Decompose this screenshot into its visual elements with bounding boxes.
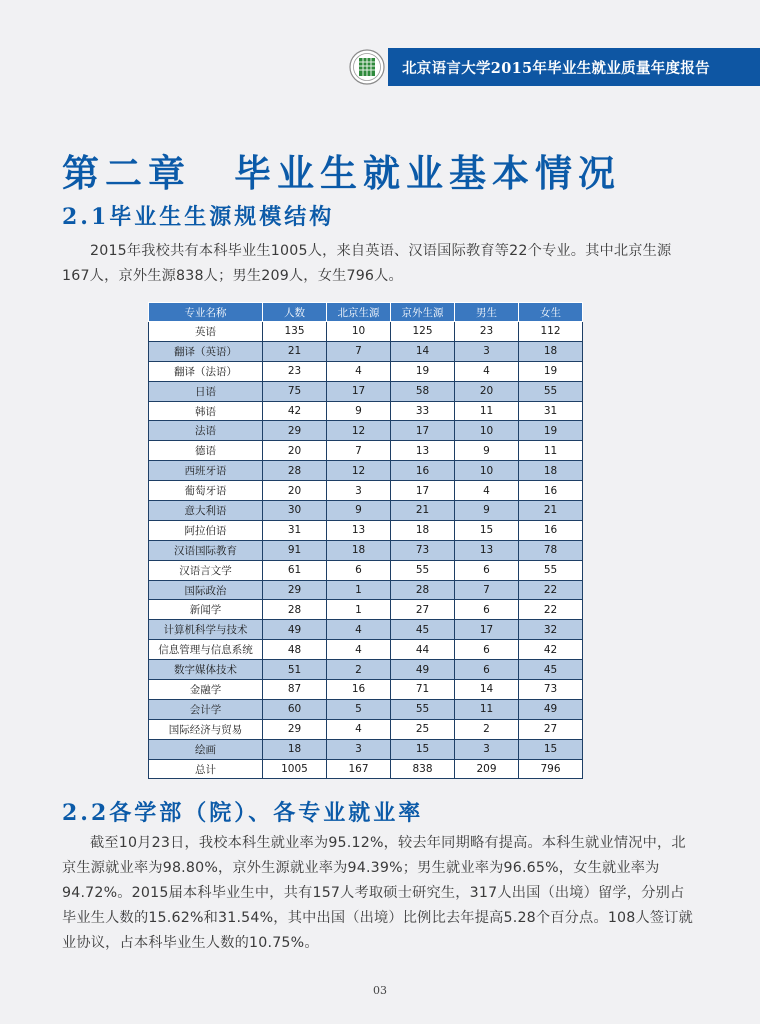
cell-total: 30 (263, 501, 327, 521)
cell-beijing: 16 (327, 680, 391, 700)
cell-non-beijing: 33 (391, 401, 455, 421)
cell-total: 31 (263, 520, 327, 540)
cell-beijing: 4 (327, 361, 391, 381)
cell-female: 31 (519, 401, 583, 421)
cell-total: 135 (263, 322, 327, 342)
table-row (149, 640, 583, 660)
cell-female: 55 (519, 560, 583, 580)
cell-male: 10 (455, 461, 519, 481)
cell-male: 6 (455, 600, 519, 620)
cell-female: 55 (519, 381, 583, 401)
table-header-row (149, 303, 583, 322)
table-row (149, 520, 583, 540)
cell-non-beijing: 21 (391, 501, 455, 521)
cell-total: 75 (263, 381, 327, 401)
cell-male: 11 (455, 401, 519, 421)
cell-total: 20 (263, 441, 327, 461)
cell-major: 信息管理与信息系统 (149, 640, 263, 660)
cell-female: 22 (519, 600, 583, 620)
cell-male: 9 (455, 501, 519, 521)
cell-non-beijing: 27 (391, 600, 455, 620)
cell-female: 22 (519, 580, 583, 600)
table-row (149, 580, 583, 600)
cell-female: 49 (519, 699, 583, 719)
table-row (149, 660, 583, 680)
report-title: 北京语言大学2015年毕业生就业质量年度报告 (402, 59, 710, 77)
cell-major: 汉语国际教育 (149, 540, 263, 560)
cell-major: 金融学 (149, 680, 263, 700)
cell-total: 42 (263, 401, 327, 421)
cell-major: 汉语言文学 (149, 560, 263, 580)
header-beijing: 北京生源 (327, 303, 391, 322)
cell-non-beijing: 125 (391, 322, 455, 342)
cell-female: 18 (519, 461, 583, 481)
cell-non-beijing: 55 (391, 560, 455, 580)
cell-non-beijing: 15 (391, 739, 455, 759)
cell-non-beijing: 17 (391, 481, 455, 501)
table-row (149, 759, 583, 779)
table-row (149, 381, 583, 401)
cell-total: 21 (263, 341, 327, 361)
cell-male: 23 (455, 322, 519, 342)
cell-beijing: 3 (327, 481, 391, 501)
cell-major: 翻译（法语） (149, 361, 263, 381)
report-title-banner (388, 48, 760, 86)
cell-non-beijing: 18 (391, 520, 455, 540)
cell-beijing: 7 (327, 341, 391, 361)
section-paragraph-2-1: 2015年我校共有本科毕业生1005人，来自英语、汉语国际教育等22个专业。其中北京生源167人，京外生源838人；男生209人，女生796人。 (62, 243, 672, 284)
table-row (149, 461, 583, 481)
cell-female: 16 (519, 520, 583, 540)
cell-total: 18 (263, 739, 327, 759)
cell-major: 法语 (149, 421, 263, 441)
cell-male: 209 (455, 759, 519, 779)
table-row (149, 540, 583, 560)
cell-female: 19 (519, 361, 583, 381)
header-major: 专业名称 (149, 303, 263, 322)
cell-non-beijing: 28 (391, 580, 455, 600)
cell-male: 11 (455, 699, 519, 719)
cell-major: 意大利语 (149, 501, 263, 521)
section-title-2-2: 2.2各学部（院）、各专业就业率 (62, 800, 424, 826)
cell-male: 20 (455, 381, 519, 401)
cell-male: 10 (455, 421, 519, 441)
cell-beijing: 2 (327, 660, 391, 680)
cell-major: 韩语 (149, 401, 263, 421)
cell-major: 总计 (149, 759, 263, 779)
cell-male: 3 (455, 341, 519, 361)
cell-beijing: 167 (327, 759, 391, 779)
table-row (149, 481, 583, 501)
table-row (149, 322, 583, 342)
cell-major: 计算机科学与技术 (149, 620, 263, 640)
cell-major: 日语 (149, 381, 263, 401)
cell-beijing: 18 (327, 540, 391, 560)
cell-total: 61 (263, 560, 327, 580)
cell-female: 42 (519, 640, 583, 660)
cell-male: 7 (455, 580, 519, 600)
cell-male: 6 (455, 560, 519, 580)
cell-major: 会计学 (149, 699, 263, 719)
cell-total: 51 (263, 660, 327, 680)
cell-female: 19 (519, 421, 583, 441)
cell-female: 27 (519, 719, 583, 739)
cell-non-beijing: 14 (391, 341, 455, 361)
cell-major: 阿拉伯语 (149, 520, 263, 540)
cell-beijing: 5 (327, 699, 391, 719)
cell-total: 20 (263, 481, 327, 501)
cell-beijing: 7 (327, 441, 391, 461)
table-row (149, 719, 583, 739)
cell-beijing: 10 (327, 322, 391, 342)
cell-male: 15 (455, 520, 519, 540)
cell-major: 葡萄牙语 (149, 481, 263, 501)
cell-non-beijing: 25 (391, 719, 455, 739)
cell-female: 21 (519, 501, 583, 521)
cell-total: 60 (263, 699, 327, 719)
cell-female: 112 (519, 322, 583, 342)
cell-female: 73 (519, 680, 583, 700)
cell-total: 29 (263, 580, 327, 600)
cell-female: 15 (519, 739, 583, 759)
cell-non-beijing: 17 (391, 421, 455, 441)
table-row (149, 600, 583, 620)
header-male: 男生 (455, 303, 519, 322)
cell-male: 4 (455, 481, 519, 501)
cell-male: 9 (455, 441, 519, 461)
chapter-title: 第二章 毕业生就业基本情况 (62, 151, 621, 195)
cell-beijing: 3 (327, 739, 391, 759)
table-row (149, 341, 583, 361)
cell-non-beijing: 838 (391, 759, 455, 779)
table-row (149, 739, 583, 759)
cell-major: 国际经济与贸易 (149, 719, 263, 739)
cell-male: 6 (455, 640, 519, 660)
table-row (149, 441, 583, 461)
table-row (149, 421, 583, 441)
cell-female: 796 (519, 759, 583, 779)
table-row (149, 560, 583, 580)
header-non-beijing: 京外生源 (391, 303, 455, 322)
table-row (149, 401, 583, 421)
cell-major: 德语 (149, 441, 263, 461)
cell-beijing: 13 (327, 520, 391, 540)
cell-male: 13 (455, 540, 519, 560)
cell-beijing: 1 (327, 600, 391, 620)
cell-non-beijing: 13 (391, 441, 455, 461)
cell-beijing: 12 (327, 421, 391, 441)
cell-major: 翻译（英语） (149, 341, 263, 361)
cell-non-beijing: 49 (391, 660, 455, 680)
cell-non-beijing: 71 (391, 680, 455, 700)
cell-female: 45 (519, 660, 583, 680)
table-row (149, 361, 583, 381)
table-row (149, 699, 583, 719)
cell-male: 4 (455, 361, 519, 381)
cell-total: 28 (263, 461, 327, 481)
cell-total: 49 (263, 620, 327, 640)
cell-male: 17 (455, 620, 519, 640)
cell-male: 6 (455, 660, 519, 680)
cell-beijing: 4 (327, 620, 391, 640)
table-row (149, 680, 583, 700)
cell-total: 91 (263, 540, 327, 560)
cell-beijing: 4 (327, 719, 391, 739)
cell-non-beijing: 16 (391, 461, 455, 481)
cell-major: 数字媒体技术 (149, 660, 263, 680)
section-title-2-1: 2.1毕业生生源规模结构 (62, 204, 335, 230)
cell-total: 1005 (263, 759, 327, 779)
cell-beijing: 4 (327, 640, 391, 660)
section-paragraph-2-2: 截至10月23日，我校本科生就业率为95.12%，较去年同期略有提高。本科生就业情况中，北京生源就业率为98.80%，京外生源就业率为94.39%；男生就业率为96.65%，女生就业率为94.72%。2015届本科毕业生中，共有157人考取硕士研究生，317人出国（出境）留学，分别占毕业生人数的15.62%和31.54%，其中出国（出境）比例比去年提高5.28个百分点。108人签订就业协议，占本科毕业生人数的10.75%。 (62, 835, 694, 951)
cell-female: 11 (519, 441, 583, 461)
cell-major: 绘画 (149, 739, 263, 759)
cell-total: 28 (263, 600, 327, 620)
cell-total: 48 (263, 640, 327, 660)
cell-male: 14 (455, 680, 519, 700)
cell-male: 3 (455, 739, 519, 759)
header-female: 女生 (519, 303, 583, 322)
cell-female: 32 (519, 620, 583, 640)
cell-total: 29 (263, 719, 327, 739)
cell-non-beijing: 44 (391, 640, 455, 660)
cell-beijing: 9 (327, 401, 391, 421)
cell-non-beijing: 55 (391, 699, 455, 719)
table-row (149, 620, 583, 640)
cell-beijing: 6 (327, 560, 391, 580)
cell-major: 新闻学 (149, 600, 263, 620)
cell-beijing: 9 (327, 501, 391, 521)
cell-beijing: 12 (327, 461, 391, 481)
cell-non-beijing: 73 (391, 540, 455, 560)
enrollment-table (148, 302, 583, 779)
university-seal-icon (349, 49, 385, 85)
cell-major: 英语 (149, 322, 263, 342)
cell-major: 国际政治 (149, 580, 263, 600)
page-number: 03 (373, 984, 387, 997)
cell-beijing: 1 (327, 580, 391, 600)
cell-female: 16 (519, 481, 583, 501)
cell-female: 18 (519, 341, 583, 361)
cell-non-beijing: 19 (391, 361, 455, 381)
cell-male: 2 (455, 719, 519, 739)
table-row (149, 501, 583, 521)
cell-total: 29 (263, 421, 327, 441)
cell-total: 23 (263, 361, 327, 381)
cell-beijing: 17 (327, 381, 391, 401)
cell-female: 78 (519, 540, 583, 560)
cell-non-beijing: 58 (391, 381, 455, 401)
header-total: 人数 (263, 303, 327, 322)
cell-non-beijing: 45 (391, 620, 455, 640)
cell-major: 西班牙语 (149, 461, 263, 481)
cell-total: 87 (263, 680, 327, 700)
